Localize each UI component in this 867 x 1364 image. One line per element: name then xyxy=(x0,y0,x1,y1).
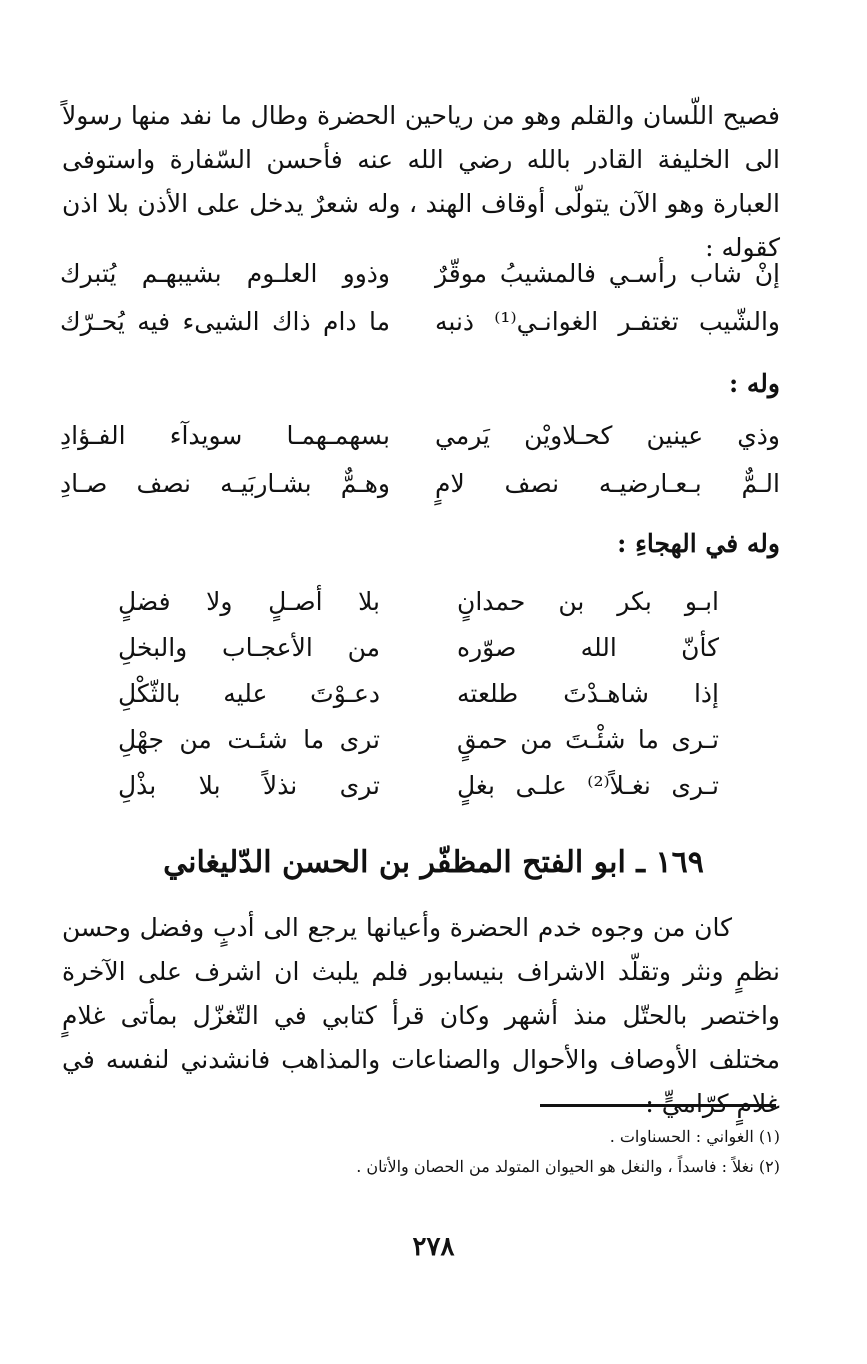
verse-line xyxy=(60,252,780,296)
verse-hemistich-right: كأنّ الله صوّره xyxy=(457,633,719,662)
verse-hemistich-right: ابـو بكر بن حمدانٍ xyxy=(457,587,719,616)
page-number: ٢٧٨ xyxy=(412,1232,455,1262)
poem-label: وله في الهجاءِ : xyxy=(617,529,780,558)
verse-line xyxy=(118,718,719,762)
verse-hemistich-right: الـمٌّ بـعـارضيـه نصف لامٍ xyxy=(435,469,780,498)
verse-hemistich-left: بسهمـهمـا سويدآء الفـؤادِ xyxy=(60,421,390,450)
poem-label: وله : xyxy=(728,369,780,398)
intro-paragraph: فصيح اللّسان والقلم وهو من رياحين الحضرة وطال ما نفد منها رسولاً الى الخليفة القادر بالله رضي الله عنه فأحسن السّفارة واستوفى العبارة وهو الآن يتولّى أوقاف الهند ، وله شعرٌ يدخل على الأذن بلا اذن كقوله : xyxy=(62,101,780,262)
verse-line xyxy=(118,764,719,808)
verse-hemistich-left: وهـمٌّ بشـاربَيـه نصف صـادِ xyxy=(60,469,390,498)
verse-line xyxy=(118,580,719,624)
verse-line xyxy=(60,414,780,458)
verse-hemistich-right: تـرى ما شئْـتَ من حمقٍ xyxy=(457,725,719,754)
footnote-divider xyxy=(540,1104,776,1107)
verse-hemistich-right: والشّيب تغتفـر الغوانـي⁽¹⁾ ذنبه xyxy=(435,307,780,336)
bio-paragraph: كان من وجوه خدم الحضرة وأعيانها يرجع الى أدبٍ وفضل وحسن نظمٍ ونثر وتقلّد الاشراف بنيسابور فلم يلبث ان اشرف على الآخرة واختصر بالحتّل منذ أشهر وكان قرأ كتابي في التّغزّل بمأتى غلامٍ مختلف الأوصاف والأحوال والصناعات والمذاهب فانشدني لنفسه في غلامٍ كرّاميٍّ : xyxy=(62,913,780,1118)
verse-hemistich-right: إذا شاهـدْتَ طلعته xyxy=(457,679,719,708)
verse-hemistich-left: دعـوْتَ عليه بالثّكْلِ xyxy=(118,679,380,708)
section-heading: ١٦٩ ـ ابو الفتح المظفّر بن الحسن الدّليغاني xyxy=(163,845,704,880)
verse-hemistich-right: إنْ شاب رأسـي فالمشيبُ موقّرٌ xyxy=(435,259,780,288)
verse-line xyxy=(118,626,719,670)
verse-hemistich-left: بلا أصـلٍ ولا فضلٍ xyxy=(118,587,380,616)
verse-hemistich-left: ترى ما شئـت من جهْلِ xyxy=(118,725,380,754)
footnote-2: (٢) نغلاً : فاسداً ، والنغل هو الحيوان المتولد من الحصان والأتان . xyxy=(356,1157,780,1176)
verse-hemistich-left: وذوو العلـوم بشيبهـم يُتبرك xyxy=(60,259,390,288)
verse-hemistich-right: وذي عينين كحـلاويْن يَرمي xyxy=(435,421,780,450)
verse-line xyxy=(60,462,780,506)
verse-line xyxy=(60,300,780,344)
footnote-1: (١) الغواني : الحسناوات . xyxy=(609,1127,780,1146)
verse-hemistich-left: ما دام ذاك الشيىء فيه يُحـرّك xyxy=(60,307,390,336)
verse-hemistich-right: تـرى نغـلاً⁽²⁾ علـى بغلٍ xyxy=(457,771,720,800)
verse-line xyxy=(118,672,719,716)
verse-hemistich-left: من الأعجـاب والبخلِ xyxy=(118,633,380,662)
verse-hemistich-left: ترى نذلاً بلا بذْلِ xyxy=(118,771,380,800)
